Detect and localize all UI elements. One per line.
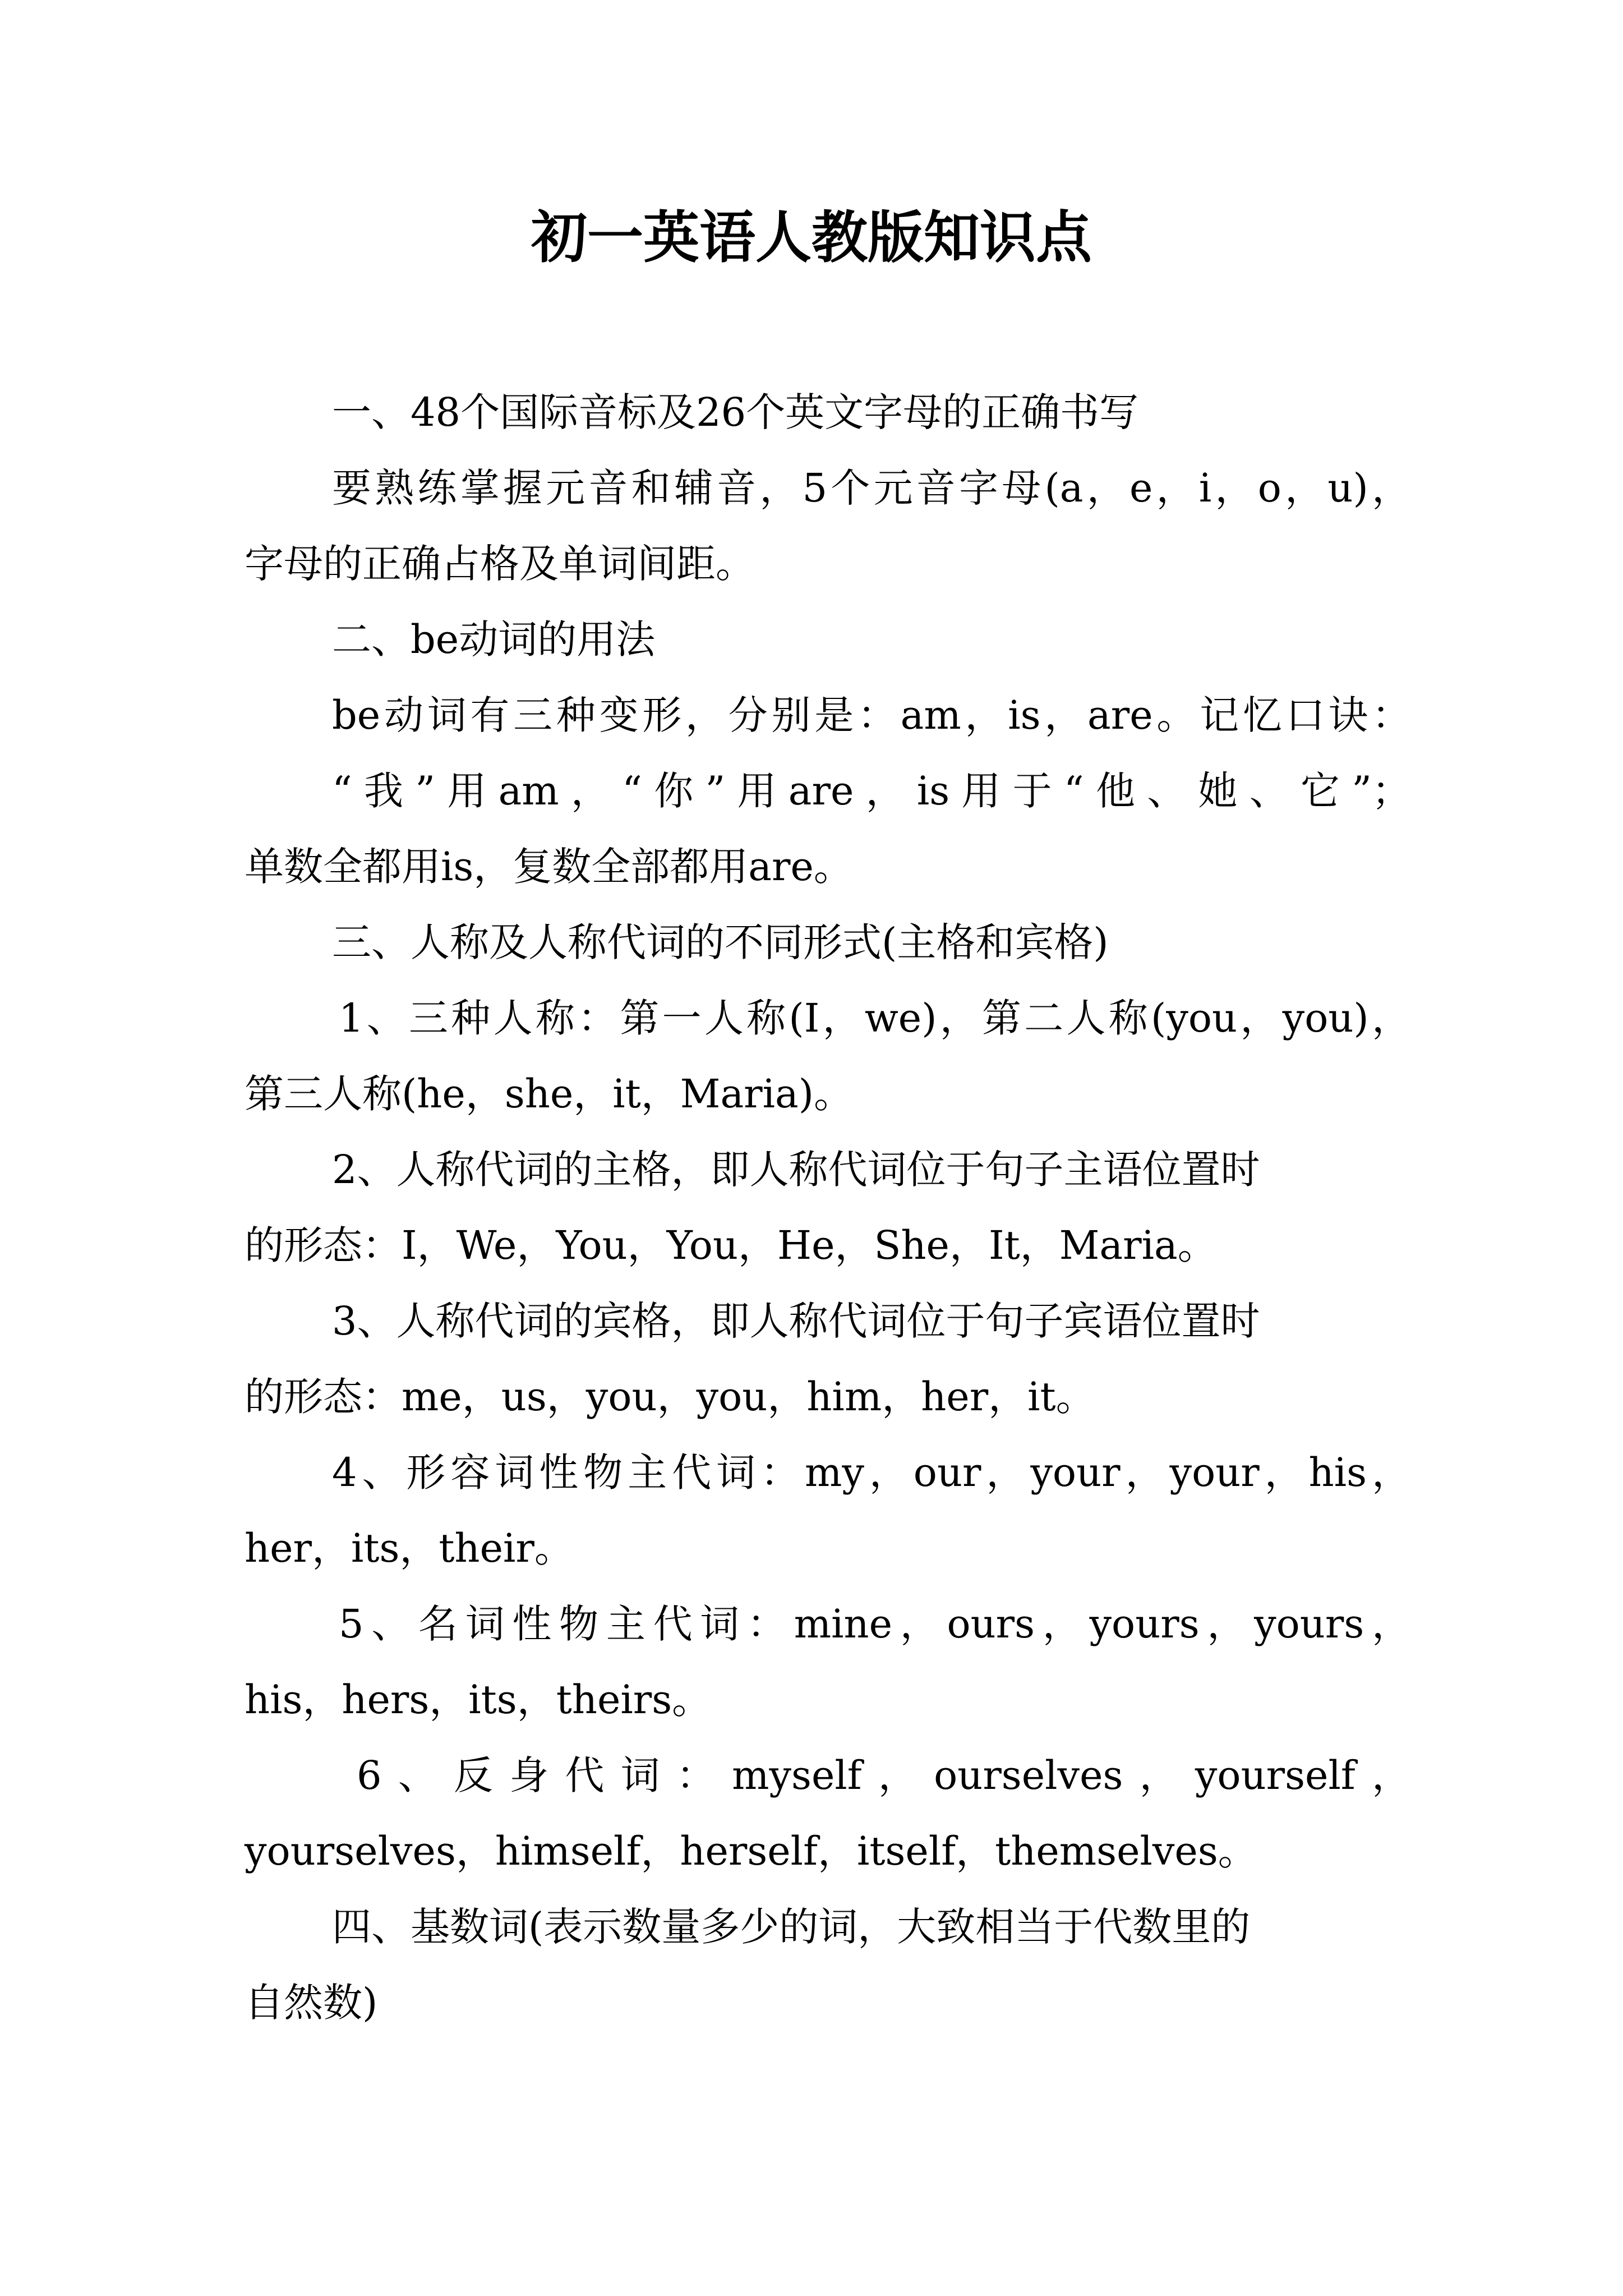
paragraph-line: 的形态：me，us，you，you，him，her，it。: [245, 1374, 1095, 1420]
paragraph-line: 自然数): [245, 1980, 378, 2026]
paragraph-line: 第三人称(he，she，it，Maria)。: [245, 1071, 854, 1117]
paragraph-line: his，hers，its，theirs。: [245, 1677, 712, 1723]
paragraph-line: 要熟练掌握元音和辅音，5个元音字母(a，e，i，o，u)，: [332, 465, 1411, 511]
paragraph-line: 单数全都用is，复数全部都用are。: [245, 844, 853, 890]
document-title: 初一英语人教版知识点: [531, 204, 1092, 270]
paragraph-line: her，its，their。: [245, 1525, 574, 1571]
paragraph-line: 2、人称代词的主格，即人称代词位于句子主语位置时: [332, 1147, 1260, 1193]
paragraph-line: 字母的正确占格及单词间距。: [245, 541, 755, 587]
paragraph-line: yourselves，himself，herself，itself，themselves。: [245, 1828, 1257, 1874]
paragraph-line: 4、形容词性物主代词：my，our，your，your，his，: [332, 1450, 1411, 1496]
paragraph-line: 6、反身代词：myself，ourselves，yourself，: [357, 1752, 1411, 1798]
paragraph-line: 5、名词性物主代词：mine，ours，yours，yours，: [339, 1601, 1411, 1647]
paragraph-line: 1、三种人称：第一人称(I，we)，第二人称(you，you)，: [339, 995, 1411, 1041]
paragraph-line: 的形态：I，We，You，You，He，She，It，Maria。: [245, 1222, 1217, 1268]
section-heading-2: 二、be动词的用法: [332, 616, 656, 662]
section-heading-1: 一、48个国际音标及26个英文字母的正确书写: [332, 389, 1139, 435]
section-heading-3: 三、人称及人称代词的不同形式(主格和宾格): [332, 919, 1109, 965]
paragraph-line: 3、人称代词的宾格，即人称代词位于句子宾语位置时: [332, 1298, 1260, 1344]
section-heading-4: 四、基数词(表示数量多少的词，大致相当于代数里的: [332, 1904, 1251, 1950]
paragraph-line: “我”用am，“你”用are，is用于“他、她、它”；: [332, 768, 1411, 814]
paragraph-line: be动词有三种变形，分别是：am，is，are。记忆口诀：: [332, 692, 1411, 738]
